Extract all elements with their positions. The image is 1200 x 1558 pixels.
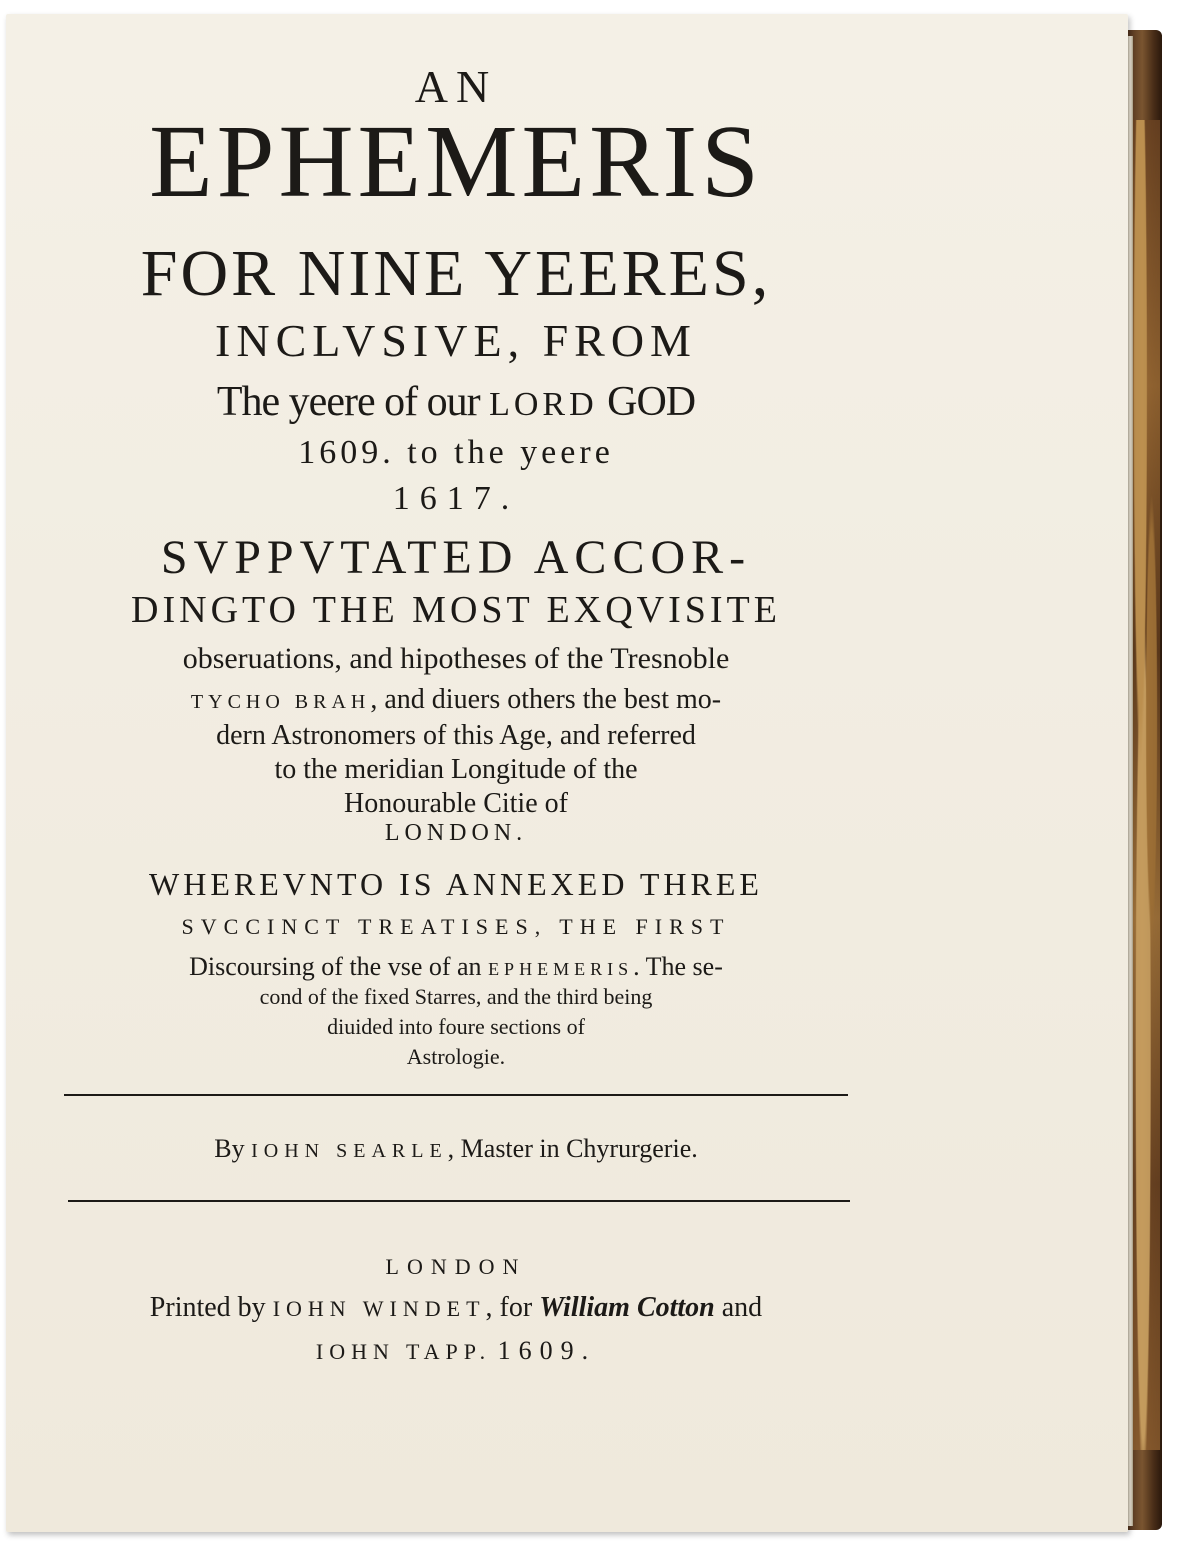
title-nine-yeeres: FOR NINE YEERES, [140,237,772,310]
title-treatises: SVCCINCT TREATISES, THE FIRST [181,914,731,939]
imprint-tapp [26,1336,886,1366]
tycho-brah-text: TYCHO BRAH [190,691,371,713]
author-name: IOHN SEARLE [251,1140,448,1162]
title-supputated: SVPPVTATED ACCOR- [160,531,752,584]
title-an: AN [414,61,498,112]
god-text: GOD [607,379,696,425]
by-text: By [214,1134,245,1163]
text-discoursing [26,952,886,982]
imprint-london: LONDON [385,1254,527,1279]
author-line [26,1134,886,1164]
lord-text: LORD [489,386,598,423]
title-1617: 1617. [392,480,520,517]
title-page [6,14,1128,1532]
text-london: LONDON. [384,820,528,846]
tapp-name: IOHN TAPP. [315,1339,492,1364]
title-exquisite: DINGTO THE MOST EXQVISITE [131,589,781,631]
ephemeris-small-text: EPHEMERIS [488,959,634,979]
discoursing-text: Discoursing of the vse of an [189,952,482,981]
text-tycho [26,684,886,716]
text-foure-sections: diuided into foure sections of [327,1014,585,1039]
author-title: , Master in Chyrurgerie. [447,1134,698,1163]
rule-bottom [68,1200,850,1202]
second-text: . The se- [633,952,723,981]
title-ephemeris: EPHEMERIS [149,104,763,219]
printer-name: IOHN WINDET [272,1296,486,1321]
text-citie: Honourable Citie of [344,788,568,819]
title-years-range: 1609. to the yeere [298,434,614,471]
imprint-printer [26,1292,886,1324]
imprint-year: 1609. [497,1336,597,1365]
bookseller-name: William Cotton [539,1292,715,1323]
marbled-board-edge [1132,120,1160,1450]
text-astrologie: Astrologie. [406,1044,506,1069]
yeere-text: The yeere of our [216,379,480,425]
text-obseruations: obseruations, and hipotheses of the Tresnoble [182,642,730,675]
diuers-text: , and diuers others the best mo- [370,684,722,715]
title-inclusive: INCLVSIVE, FROM [215,315,697,366]
for-text: , for [485,1292,533,1323]
printed-by-text: Printed by [149,1292,266,1323]
text-meridian: to the meridian Longitude of the [274,754,638,785]
text-astronomers: dern Astronomers of this Age, and referred [216,720,696,751]
text-fixed-starres: cond of the fixed Starres, and the third being [259,984,653,1009]
title-whereunto: WHEREVNTO IS ANNEXED THREE [149,866,763,902]
rule-top [64,1094,848,1096]
title-yeere-lord [26,378,886,426]
and-text: and [721,1292,763,1323]
